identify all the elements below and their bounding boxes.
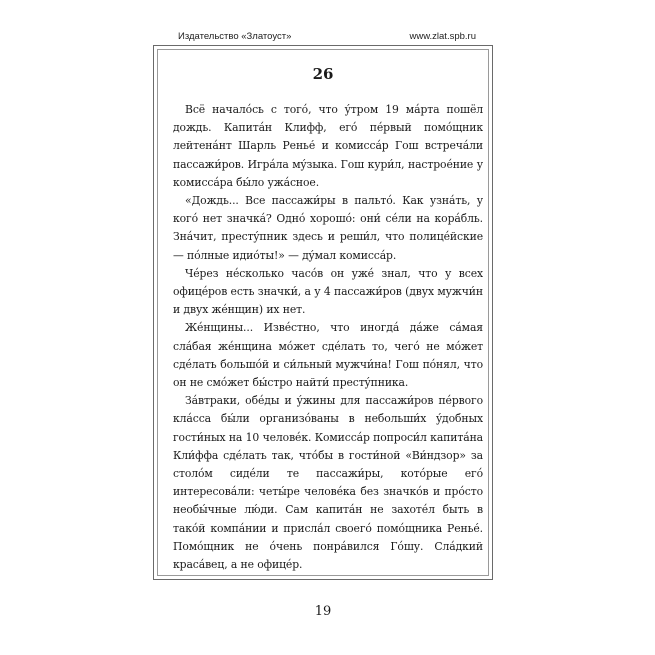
- publisher-name: Издательство «Златоуст»: [178, 31, 292, 42]
- publisher-website: www.zlat.spb.ru: [409, 31, 476, 42]
- running-header: [178, 31, 476, 45]
- paragraph: Чéрез нéсколько часóв он ужé знал, что у всех офицéров есть значки́, а у 4 пассажи́ров (двух мужчи́н и двух жéнщин) их нет.: [173, 266, 483, 317]
- paragraph: «Дождь... Все пассажи́ры в пальтó. Как узнáть, у когó нет значкá? Однó хорошó: они́ сéли на корáбль. Знáчит, престýпник здесь и реши́л, что полицéйские — пóлные идиóты!» — дýмал комиссáр.: [173, 194, 483, 262]
- paragraph: Жéнщины... Извéстно, что иногдá дáже сáмая слáбая жéнщина мóжет сдéлать то, чегó не мóжет сдéлать большóй и си́льный мужчи́на! Гош пóнял, что он не смóжет бы́стро найти́ престýпника.: [173, 321, 483, 390]
- page-number: 19: [314, 604, 332, 619]
- chapter-number: 26: [312, 65, 334, 83]
- paragraph: Зáвтраки, обéды и ýжины для пассажи́ров пéрвого клáсса бы́ли организóваны в небольши́х ýдобных гости́ных на 10 человéк. Комиссáр попроси́л капитáна Кли́ффа сдéлать так, чтóбы в гости́ной «Ви́ндзор» за столóм сидéли те пассажи́ры, котóрые егó интересовáли: четы́ре человéка без значкóв и прóсто необы́чные лю́ди. Сам капитáн не захотéл быть в такóй компáнии и прислáл своегó помóщника Ренье́. Помóщник не óчень понрáвился Гóшу. Слáдкий красáвец, а не офицéр.: [173, 394, 483, 572]
- body-text: [173, 101, 483, 574]
- paragraph: Всё началóсь с тогó, что ýтром 19 мáрта пошёл дождь. Капитáн Клифф, егó пéрвый помóщник лейтенáнт Шарль Ренье́ и комиссáр Гош встречáли пассажи́ров. Игрáла мýзыка. Гош кури́л, настроéние у комиссáра бы́ло ужáсное.: [173, 103, 483, 189]
